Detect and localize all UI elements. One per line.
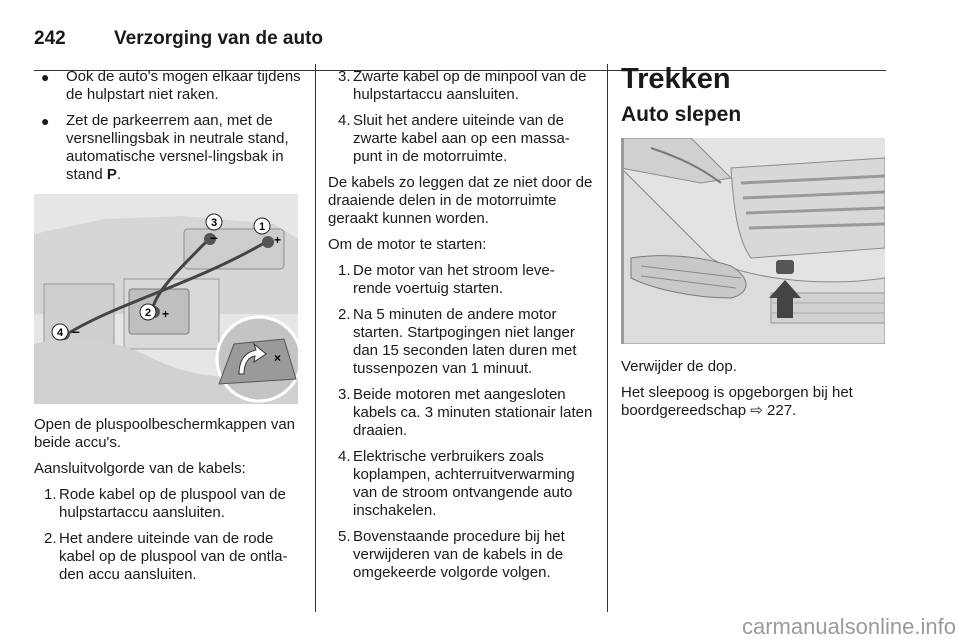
paragraph: Open de pluspoolbeschermkappen van beide accu's. (34, 416, 296, 451)
list-item (34, 486, 302, 522)
list-item (328, 528, 593, 582)
watermark: carmanualsonline.info (741, 614, 956, 639)
bullet-icon: ● (41, 69, 50, 85)
list-number: 4. (338, 448, 351, 465)
list-number: 1. (338, 262, 351, 279)
figure-label: 4 (56, 327, 64, 339)
list-text: Na 5 minuten de andere motor starten. Startpogingen niet langer dan 15 seconden laten duren met tussenpozen van 1 minuut. (353, 306, 577, 377)
column-divider (315, 64, 316, 612)
paragraph (621, 384, 886, 420)
list-item (328, 68, 593, 104)
paragraph: Aansluitvolgorde van de kabels: (34, 460, 246, 477)
bullet-text: Ook de auto's mogen elkaar tijdens de hulpstart niet raken. (66, 68, 301, 103)
list-text: Elektrische verbruikers zoals koplampen, achterruitverwarming van de stroom ontvangende auto inschakelen. (353, 448, 575, 519)
section-heading: Trekken (621, 63, 731, 95)
column-3 (621, 62, 886, 428)
list-text: Sluit het andere uiteinde van de zwarte kabel aan op een massa-punt in de motorruimte. (353, 112, 570, 165)
list-item (328, 306, 593, 378)
minus-icon: – (210, 229, 218, 245)
list-item (328, 448, 593, 520)
list-item (34, 68, 302, 104)
figure-label: 2 (144, 307, 152, 319)
page-number: 242 (34, 28, 66, 49)
page-reference-arrow-icon: ⇨ (750, 402, 763, 419)
list-text: Bovenstaande procedure bij het verwijderen van de kabels in de omgekeerde volgorde volgen. (353, 528, 565, 581)
list-number: 2. (338, 306, 351, 323)
list-number: 1. (44, 486, 57, 503)
bullet-text-end: . (116, 166, 122, 183)
towing-eye-illustration (621, 138, 885, 344)
gear-position: P (106, 166, 117, 183)
paragraph: De kabels zo leggen dat ze niet door de draaiende delen in de motorruimte geraakt kunnen worden. (328, 174, 593, 227)
page-header (34, 20, 886, 50)
list-text: Rode kabel op de pluspool van de hulpstartaccu aansluiten. (59, 486, 286, 521)
list-text: Zwarte kabel op de minpool van de hulpstartaccu aansluiten. (353, 68, 587, 103)
list-number: 3. (338, 68, 351, 85)
list-text: Het andere uiteinde van de rode kabel op de pluspool van de ontla-den accu aansluiten. (59, 530, 288, 583)
plus-icon: + (162, 307, 170, 321)
plus-icon: + (274, 233, 282, 247)
column-1 (34, 68, 302, 592)
subsection-heading: Auto slepen (621, 103, 742, 126)
list-item (328, 112, 593, 166)
list-number: 3. (338, 386, 351, 403)
minus-icon: – (72, 323, 80, 339)
column-2 (328, 68, 593, 590)
page-title: Verzorging van de auto (114, 28, 324, 49)
jump-start-illustration (34, 194, 298, 404)
page-reference[interactable]: 227. (767, 402, 797, 419)
figure-label: 1 (258, 221, 266, 233)
list-number: 5. (338, 528, 351, 545)
figure-label: 3 (210, 217, 218, 229)
list-number: 2. (44, 530, 57, 547)
list-item (34, 530, 302, 584)
bullet-text: Zet de parkeerrem aan, met de versnellingsbak in neutrale stand, automatische versnel-lingsbak in stand (66, 112, 289, 183)
list-item (328, 386, 593, 440)
list-number: 4. (338, 112, 351, 129)
close-icon: × (274, 351, 282, 365)
list-text: De motor van het stroom leve-rende voertuig starten. (353, 262, 555, 297)
paragraph: Verwijder de dop. (621, 358, 737, 375)
list-text: Beide motoren met aangesloten kabels ca. 3 minuten stationair laten draaien. (353, 386, 593, 439)
list-item (328, 262, 593, 298)
paragraph: Om de motor te starten: (328, 236, 487, 253)
bullet-icon: ● (41, 113, 50, 129)
column-divider (607, 64, 608, 612)
list-item (34, 112, 302, 184)
paragraph-text: Het sleepoog is opgeborgen bij het boordgereedschap (621, 384, 853, 419)
